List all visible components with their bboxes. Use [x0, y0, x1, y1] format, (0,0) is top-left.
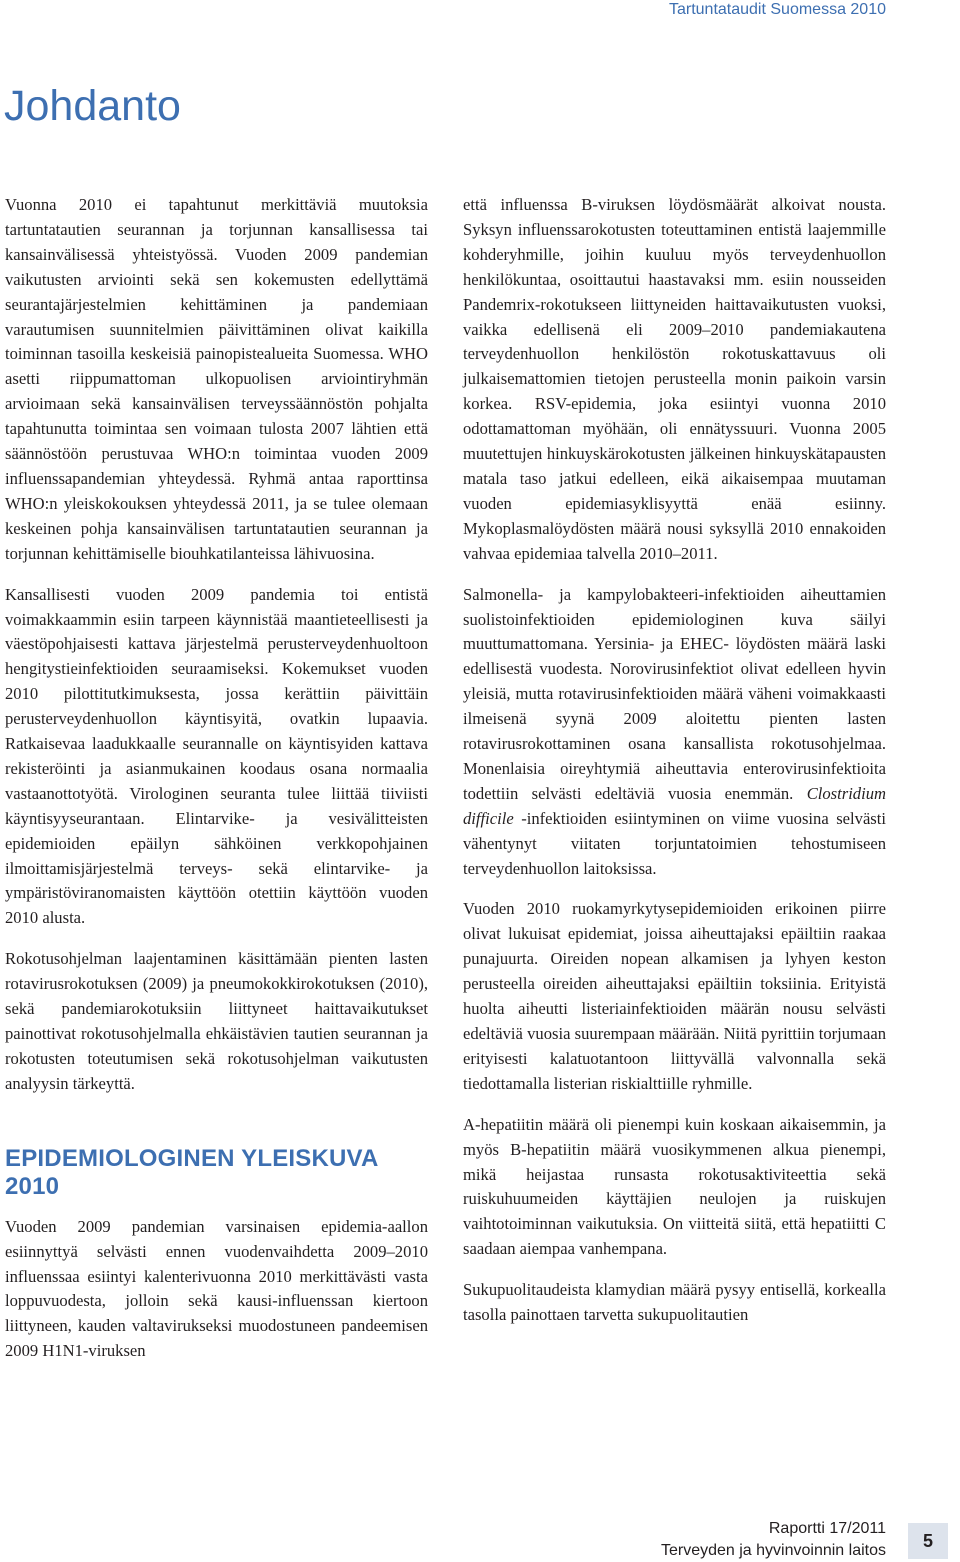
paragraph: Vuoden 2009 pandemian varsinaisen epidemia-aallon esiinnyttyä selvästi ennen vuodenvaihdetta 2009–2010 influenssaa esiintyi kalenterivuonna 2010 merkittävästi vasta loppuvuodesta, jolloin sekä kausi-influenssan kiertoon liittyneen, kauden valtavirukseksi muodostuneen pandeemisen 2009 H1N1-viruksen [5, 1216, 428, 1361]
section-heading: EPIDEMIOLOGINEN YLEISKUVA 2010 [5, 1144, 378, 1200]
paragraph-text: Salmonella- ja kampylobakteeri-infektioiden aiheuttamien suolistoinfektioiden epidemiologinen kuva säilyi muuttumattomana. Yersinia- ja EHEC- löydösten määrä laski edellisestä vuodesta. Norovirusinfektiot olivat edelleen hyvin yleisiä, mutta rotavirusinfektioiden määrä väheni voimakkaasti ilmeisenä syynä 2009 aloitettu pienten lasten rotavirusrokottaminen osana kansallista rokotusohjelmaa. Monenlaisia oireyhtymiä aiheuttavia enterovirusinfektioita todettiin selvästi edeltäviä vuosia enemmän. [463, 584, 886, 803]
running-header: Tartuntataudit Suomessa 2010 [668, 1, 886, 18]
report-number: Raportti 17/2011 [768, 1520, 886, 1537]
paragraph [463, 583, 886, 882]
left-column [5, 193, 428, 1364]
paragraph: Vuoden 2010 ruokamyrkytysepidemioiden erikoinen piirre olivat lukuisat epidemiat, joissa aiheuttajaksi epäiltiin raakaa punajuurta. Oireiden nopean alkamisen ja lyhyen keston perusteella oireiden aiheuttajaksi epäiltiin toksiinia. Erityistä huolta aiheutti listeriainfektioiden määrän nousu selvästi edeltäviä vuosia suurempaan määrään. Niitä pyrittiin torjumaan erityisesti kalatuotantoon liittyvällä valvonnalla sekä tiedottamalla listerian riskialttiille ryhmille. [463, 899, 886, 1093]
publisher-name: Terveyden ja hyvinvoinnin laitos [660, 1542, 886, 1559]
paragraph: A-hepatiitin määrä oli pienempi kuin koskaan aikaisemmin, ja myös B-hepatiitin määrä vuosikymmenen alkua pienempi, mikä heijastaa runsasta rokotusaktiviteettia sekä ruiskuhuumeiden käyttäjien neulojen ja ruiskujen vaihtotoiminnan vaikutuksia. On viitteitä siitä, että hepatiitti C saadaan aiempaa vanhempana. [463, 1114, 886, 1259]
paragraph: Kansallisesti vuoden 2009 pandemia toi entistä voimakkaammin esiin tarpeen käynnistää maantieteellisesti ja väestöpohjaisesti kattava järjestelmä perusterveydenhuoltoon hengitystieinfektioiden seuraamiseksi. Kokemukset vuoden 2010 pilottitutkimuksesta, jossa kerättiin päivittäin perusterveydenhuollon käyntisyitä, ovatkin lupaavia. Ratkaisevaa laadukkaalle seurannalle on käyntisyiden kattava rekisteröinti ja asianmukainen koodaus osana normaalia vastaanottotyötä. Virologinen seuranta tulee liittää tiiviisti käyntisyyseurantaan. Elintarvike- ja vesivälitteisten epidemioiden epäilyn sähköinen verkkopohjainen ilmoittamisjärjestelmä terveys- sekä elintarvike- ja ympäristöviranomaisten käyttöön otettiin käyttöön vuoden 2010 alusta. [5, 584, 428, 928]
page-number: 5 [908, 1523, 948, 1559]
paragraph: että influenssa B-viruksen löydösmäärät alkoivat nousta. Syksyn influenssarokotusten toteuttaminen entistä laajemmille kohderyhmille, joihin kuuluu myös terveydenhuollon henkilökuntaa, osoittautui haastavaksi mm. esiin nousseiden Pandemrix-rokotukseen liittyneiden haittavaikutusten vuoksi, vaikka edellisenä eli 2009–2010 pandemiakautena terveydenhuollon henkilöstön rokotuskattavuus oli julkaisemattomien tietojen perusteella monin paikoin varsin korkea. RSV-epidemia, joka esiintyi vuonna 2010 odottamattoman myöhään, oli ennätyssuuri. Vuonna 2005 muutettujen hinkuyskärokotusten jälkeinen hinkuyskätapausten matala taso jatkui edelleen, eikä aikaisempaa muutaman vuoden epidemiasyklisyyttä enää esiinny. Mykoplasmalöydösten määrä nousi syksyllä 2010 ennakoiden vahvaa epidemiaa talvella 2010–2011. [463, 195, 886, 563]
paragraph: Vuonna 2010 ei tapahtunut merkittäviä muutoksia tartuntatautien seurannan ja torjunnan kansallisessa tai kansainvälisessä yhteistyössä. Vuoden 2009 pandemian vaikutusten arviointi sekä sen kokemusten edellyttämä seurantajärjestelmien kehittäminen ja pandemiaan varautumisen suunnitelmien päivittäminen olivat kaikilla toiminnan tasoilla keskeisiä painopistealueita Suomessa. WHO asetti riippumattoman ulkopuolisen arviointiryhmän arvioimaan sekä kansainvälisen terveyssäännöstön pohjalta tapahtunutta toimintaa sen voimaan tulosta 2007 lähtien että säännöstöön perustuvaa WHO:n toimintaa vuoden 2009 influenssapandemian yhteydessä. Ryhmä antaa raporttinsa WHO:n yleiskokouksen yhteydessä 2011, ja se tulee olemaan keskeinen pohja kansainvälisen tartuntatautien seurannan ja torjunnan kehittämiselle biouhkatilanteissa lähivuosina. [5, 195, 428, 563]
paragraph: Sukupuolitaudeista klamydian määrä pysyy entisellä, korkealla tasolla painottaen tarvetta sukupuolitautien [463, 1280, 886, 1325]
right-column [463, 193, 886, 1328]
footer [661, 1518, 886, 1562]
paragraph: Rokotusohjelman laajentaminen käsittämään pienten lasten rotavirusrokotuksen (2009) ja pneumokokkirokotuksen (2010), sekä pandemiarokotuksiin liittyneet haittavaikutukset painottivat rokotusohjelmalla ehkäistävien tautien seurannan ja rokotusten toteutumisen sekä rokotusohjelman vaikutusten analyysin tärkeyttä. [5, 949, 428, 1093]
paragraph-text: -infektioiden esiintyminen on viime vuosina selvästi vähentynyt viitaten torjuntatoimien tehostumiseen terveydenhuollon laitoksissa. [463, 808, 886, 878]
page-title: Johdanto [4, 82, 181, 130]
species-name: Clostridium difficile [463, 783, 886, 828]
